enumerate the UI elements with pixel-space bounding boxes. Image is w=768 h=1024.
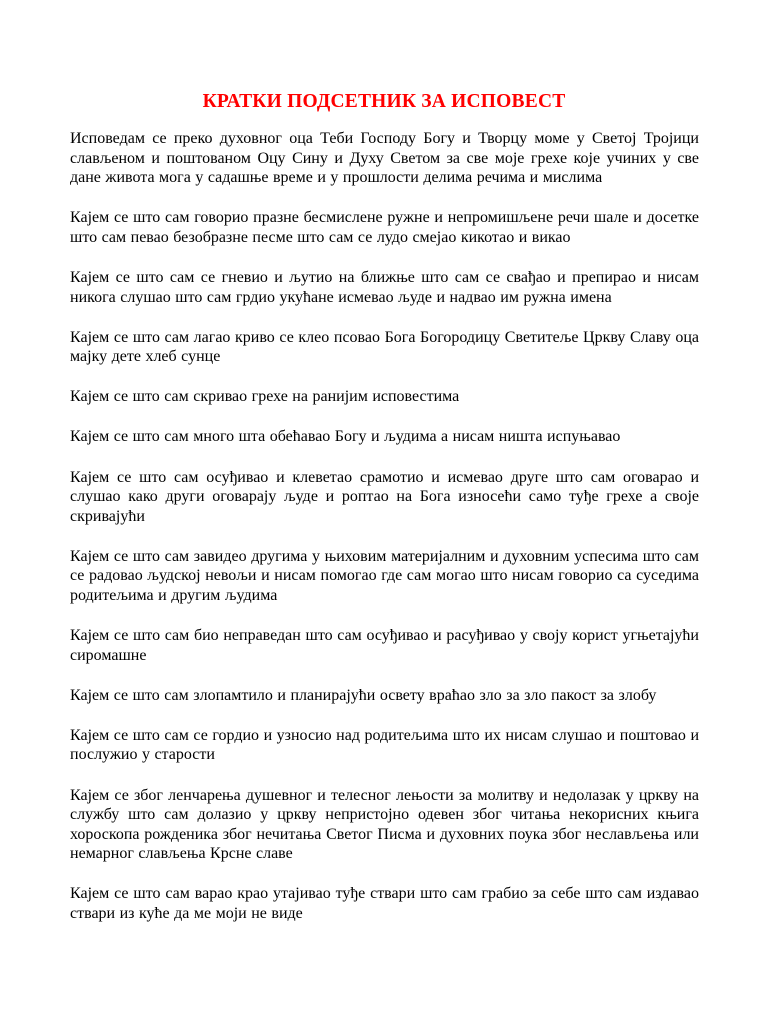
document-body <box>70 129 699 944</box>
paragraph-injustice: Кајем се што сам био неправедан што сам осуђивао и расуђивао у своју корист угњетајући сиромашне <box>70 627 699 664</box>
document-title: КРАТКИ ПОДСЕТНИК ЗА ИСПОВЕСТ <box>202 91 566 112</box>
paragraph-promises: Кајем се што сам много шта обећавао Богу и људима а нисам ништа испуњавао <box>70 428 621 446</box>
paragraph-revenge: Кајем се што сам злопамтило и планирајући освету враћао зло за зло пакост за злобу <box>70 686 657 704</box>
paragraph-laziness: Кајем се због ленчарења душевног и телесног лењости за молитву и недолазак у цркву на службу што сам долазио у цркву непристојно одевен због читања некорисних књига хороскопа рожденика због нечитања Светог Писма и духовних поука због неслављења или немарног слављења Крсне славе <box>70 786 699 863</box>
paragraph-speech: Кајем се што сам говорио празне бесмислене ружне и непромишљене речи шале и досетке што сам певао безобразне песме што сам се лудо смејао кикотао и викао <box>70 209 699 246</box>
paragraph-lying: Кајем се што сам лагао криво се клео псовао Бога Богородицу Светитеље Цркву Славу оца мајку дете хлеб сунце <box>70 328 699 366</box>
paragraph-intro: Исповедам се преко духовног оца Теби Господу Богу и Творцу моме у Светој Тројици слављеном и поштованом Оцу Сину и Духу Светом за све моје грехе које учиних у све дане живота мога у садашње време и у прошлости делима речима и мислима <box>70 130 699 187</box>
paragraph-pride: Кајем се што сам се гордио и узносио над родитељима што их нисам слушао и поштовао и послужио у старости <box>70 726 699 764</box>
paragraph-hidden-sins: Кајем се што сам скривао грехе на ранијим исповестима <box>70 388 460 406</box>
paragraph-envy: Кајем се што сам завидео другима у њиховим материјалним и духовним успесима што сам се радовао људској невољи и нисам помогао где сам могао што нисам говорио са суседима родитељима и другим људима <box>70 547 699 604</box>
paragraph-theft: Кајем се што сам варао крао утајивао туђе ствари што сам грабио за себе што сам издавао ствари из куће да ме моји не виде <box>70 885 699 923</box>
paragraph-anger: Кајем се што сам се гневио и љутио на ближње што сам се свађао и препирао и нисам никога слушао што сам грдио укућане исмевао људе и надвао им ружна имена <box>70 268 699 306</box>
paragraph-slander: Кајем се што сам осуђивао и клеветао срамотио и исмевао друге што сам оговарао и слушао како други оговарају људе и роптао на Бога износећи само туђе грехе а своје скривајући <box>70 468 699 525</box>
